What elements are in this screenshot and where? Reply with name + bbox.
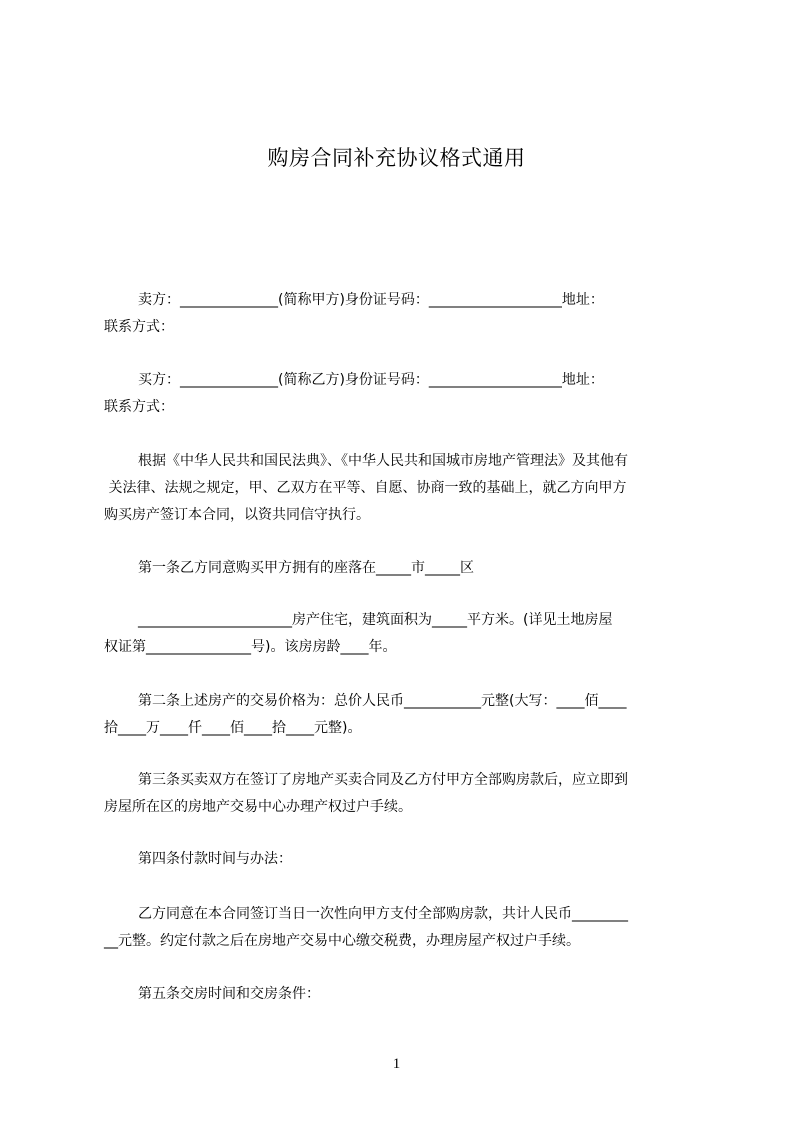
document-title: 购房合同补充协议格式通用 [267,146,526,170]
article-1-continued-line-2: 权证第_______________号)。该房房龄____年。 [104,639,397,655]
buyer-paragraph [104,367,704,421]
article-3-paragraph [104,767,704,821]
seller-paragraph [104,287,704,341]
article-1-continued-line-1: ______________________房产住宅，建筑面积为_____平方米。(详见土地房屋 [138,612,613,628]
article-1-line-1: 第一条乙方同意购买甲方拥有的座落在_____市_____区 [138,560,474,576]
article-2-paragraph [104,688,704,742]
article-1-paragraph [104,555,704,582]
seller-line-2: 联系方式： [104,319,174,335]
article-3-line-2: 房屋所在区的房地产交易中心办理产权过户手续。 [104,799,412,815]
page-number: 1 [392,1056,401,1072]
preamble-line-1: 根据《中华人民共和国民法典》、《中华人民共和国城市房地产管理法》及其他有 [138,453,628,469]
buyer-line-2: 联系方式： [104,399,174,415]
article-4-body-paragraph [104,901,704,955]
article-4-line-1: 第四条付款时间与办法： [138,851,292,867]
article-1-continued-paragraph [104,607,704,661]
article-5-line-1: 第五条交房时间和交房条件： [138,986,320,1002]
article-3-line-1: 第三条买卖双方在签订了房地产买卖合同及乙方付甲方全部购房款后，应立即到 [138,772,628,788]
preamble-line-2: 关法律、法规之规定，甲、乙双方在平等、自愿、协商一致的基础上，就乙方向甲方 [104,480,627,496]
article-2-line-2: 拾____万____仟____佰____拾____元整)。 [104,720,362,736]
article-5-heading [104,981,704,1008]
article-4-body-line-1: 乙方同意在本合同签订当日一次性向甲方支付全部购房款，共计人民币________ [138,906,628,922]
article-4-heading [104,846,704,873]
preamble-paragraph [104,448,704,529]
preamble-line-3: 购买房产签订本合同，以资共同信守执行。 [104,507,370,523]
buyer-line-1: 买方：______________(简称乙方)身份证号码：___________________地址： [138,372,604,388]
article-2-line-1: 第二条上述房产的交易价格为：总价人民币___________元整(大写：____佰____ [138,693,627,709]
article-4-body-line-2: __元整。约定付款之后在房地产交易中心缴交税费，办理房屋产权过户手续。 [104,933,580,949]
seller-line-1: 卖方：______________(简称甲方)身份证号码：___________________地址： [138,292,604,308]
